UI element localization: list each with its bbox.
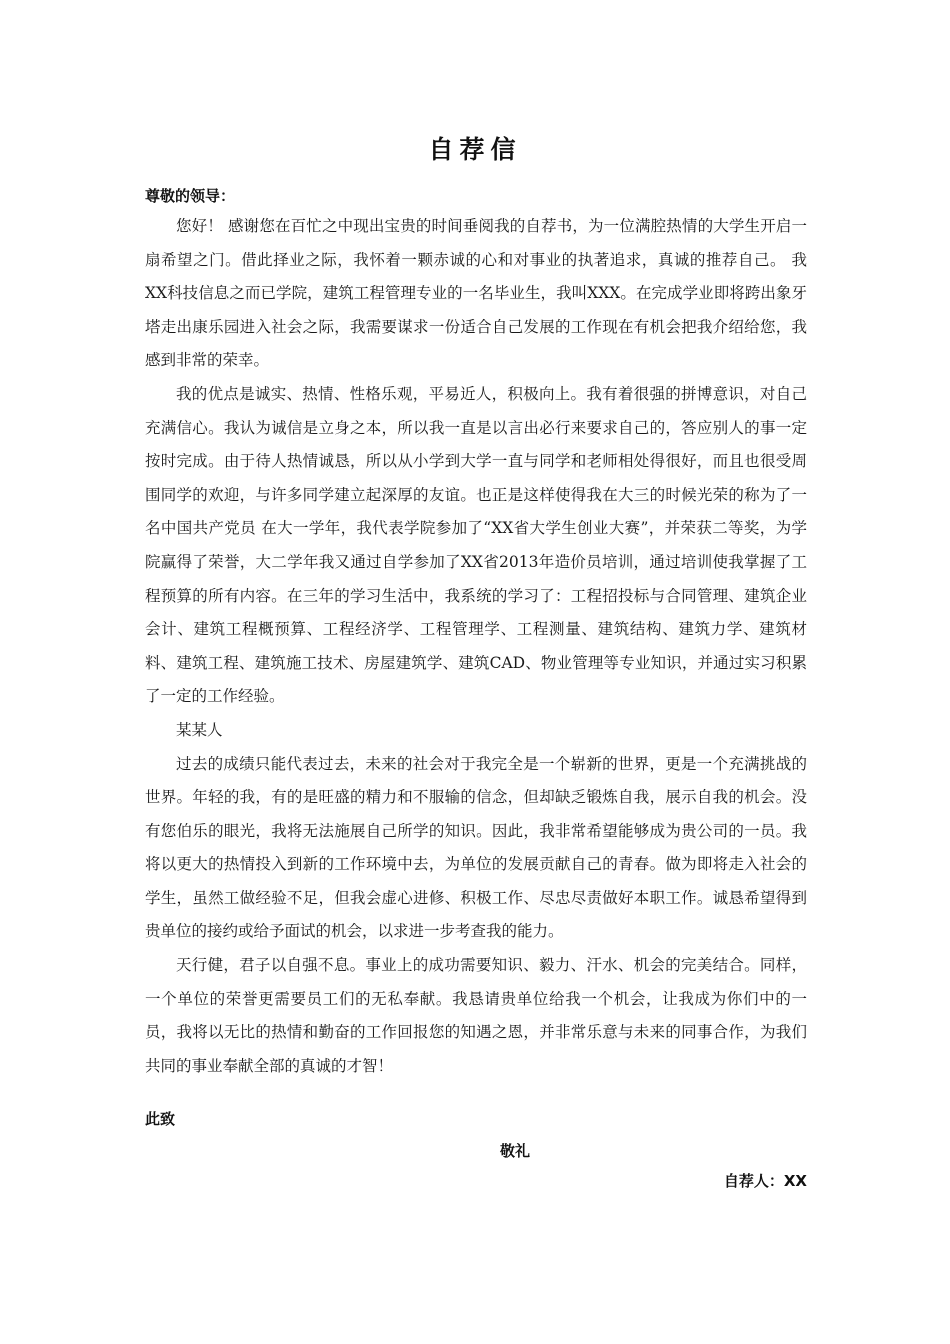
- letter-signature: 自荐人：XX: [723, 1172, 807, 1190]
- paragraph-strengths: 我的优点是诚实、热情、性格乐观，平易近人，积极向上。我有着很强的拼博意识，对自己充满信心。我认为诚信是立身之本，所以我一直是以言出必行来要求自己的，答应别人的事一定按时完成。由于待人热情诚恳，所以从小学到大学一直与同学和老师相处得很好，而且也很受周围同学的欢迎，与许多同学建立起深厚的友谊。也正是这样使得我在大三的时候光荣的称为了一名中国共产党员 在大一学年，我代表学院参加了“XX省大学生创业大赛”，并荣获二等奖，为学院赢得了荣誉，大二学年我又通过自学参加了XX省2013年造价员培训，通过培训使我掌握了工程预算的所有内容。在三年的学习生活中，我系统的学习了：工程招投标与合同管理、建筑企业会计、建筑工程概预算、工程经济学、工程管理学、工程测量、建筑结构、建筑力学、建筑材料、建筑工程、建筑施工技术、房屋建筑学、建筑CAD、物业管理等专业知识，并通过实习积累了一定的工作经验。: [145, 384, 807, 706]
- letter-closing: 此致: [145, 1110, 176, 1128]
- letter-body: [145, 210, 807, 1083]
- letter-regards: 敬礼: [499, 1142, 530, 1160]
- letter-title: 自荐信: [428, 135, 522, 164]
- letter-salutation: 尊敬的领导：: [145, 187, 236, 205]
- paragraph-future: 过去的成绩只能代表过去，未来的社会对于我完全是一个崭新的世界，更是一个充满挑战的世界。年轻的我，有的是旺盛的精力和不服输的信念，但却缺乏锻炼自我，展示自我的机会。没有您伯乐的眼光，我将无法施展自己所学的知识。因此，我非常希望能够成为贵公司的一员。我将以更大的热情投入到新的工作环境中去，为单位的发展贡献自己的青春。做为即将走入社会的学生，虽然工做经验不足，但我会虚心进修、积极工作、尽忠尽责做好本职工作。诚恳希望得到贵单位的接约或给予面试的机会，以求进一步考查我的能力。: [145, 754, 807, 941]
- paragraph-introduction: 您好！ 感谢您在百忙之中现出宝贵的时间垂阅我的自荐书，为一位满腔热情的大学生开启一扇希望之门。借此择业之际，我怀着一颗赤诚的心和对事业的执著追求，真诚的推荐自己。 我XX科技信息之而已学院，建筑工程管理专业的一名毕业生，我叫XXX。在完成学业即将跨出象牙塔走出康乐园进入社会之际，我需要谋求一份适合自己发展的工作现在有机会把我介绍给您，我感到非常的荣幸。: [145, 217, 807, 370]
- paragraph-name-line: 某某人: [176, 720, 223, 739]
- paragraph-conclusion: 天行健，君子以自强不息。事业上的成功需要知识、毅力、汗水、机会的完美结合。同样，一个单位的荣誉更需要员工们的无私奉献。我恳请贵单位给我一个机会，让我成为你们中的一员，我将以无比的热情和勤奋的工作回报您的知遇之恩，并非常乐意与未来的同事合作，为我们共同的事业奉献全部的真诚的才智！: [145, 956, 807, 1075]
